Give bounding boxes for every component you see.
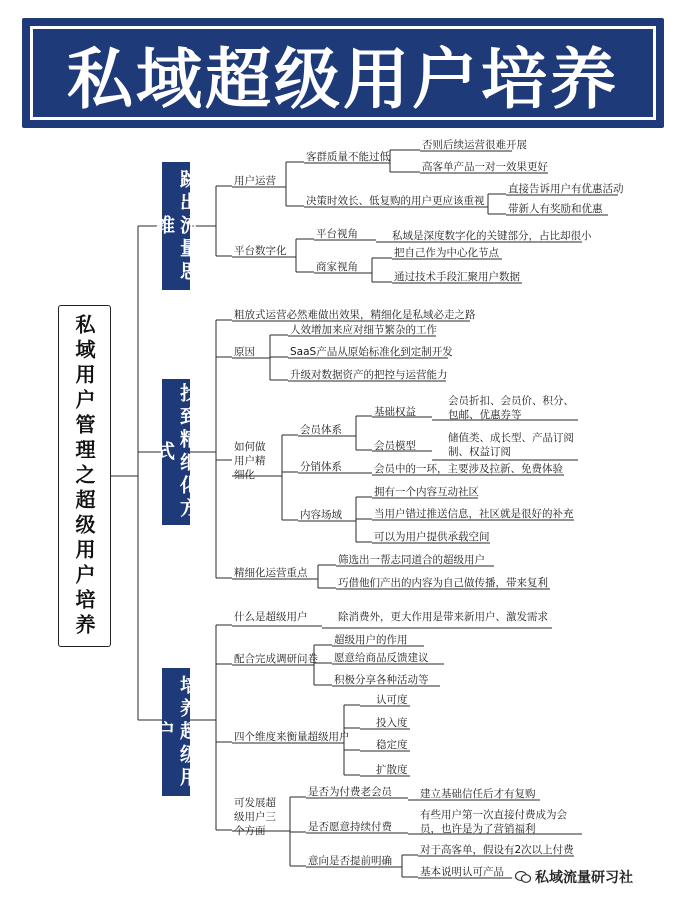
- leaf-content-2: 当用户错过推送信息，社区就是很好的补充: [374, 508, 574, 520]
- leaf-basic-rights: 会员折扣、会员价、积分、包邮、优惠券等: [448, 395, 574, 421]
- leaf-intent-1: 对于高客单，假设有2次以上付费: [420, 844, 574, 856]
- leaf-reason-2: SaaS产品从原始标准化到定制开发: [290, 346, 453, 358]
- wechat-icon: [515, 871, 531, 883]
- leaf-quality-2: 高客单产品一对一效果更好: [422, 161, 548, 173]
- leaf-dimension-recognition: 认可度: [376, 694, 408, 706]
- leaf-continue-pay: 有些用户第一次直接付费成为会员，也许是为了营销福利: [420, 809, 567, 835]
- leaf-dimension-stability: 稳定度: [376, 739, 408, 751]
- leaf-platform-view: 私域是深度数字化的关键部分，占比却很小: [392, 230, 592, 242]
- leaf-reason-1: 人效增加来应对细节繁杂的工作: [290, 324, 437, 336]
- root-node-label: 私域用户管理之超级用户培养: [72, 313, 96, 639]
- branch-node-cultivate-super-users: 培养超级用户: [162, 668, 190, 796]
- node-distribution: 分销体系: [300, 461, 342, 473]
- leaf-distribution: 会员中的一环，主要涉及拉新、免费体验: [374, 463, 563, 475]
- node-continue-pay: 是否愿意持续付费: [308, 821, 392, 833]
- leaf-survey-1: 超级用户的作用: [334, 634, 408, 646]
- node-paid-member: 是否为付费老会员: [308, 786, 392, 798]
- watermark: [512, 866, 636, 888]
- leaf-quality-1: 否则后续运营很难开展: [422, 139, 527, 151]
- node-platform-digital: 平台数字化: [234, 245, 287, 257]
- watermark-text: 私域流量研习社: [535, 870, 633, 886]
- leaf-decision-1: 直接告诉用户有优惠活动: [508, 183, 624, 195]
- node-basic-rights: 基础权益: [374, 406, 416, 418]
- leaf-survey-2: 愿意给商品反馈建议: [334, 652, 429, 664]
- leaf-member-model: 储值类、成长型、产品订阅制、权益订阅: [448, 432, 574, 458]
- leaf-dimension-spread: 扩散度: [376, 764, 408, 776]
- node-platform-view: 平台视角: [316, 228, 358, 240]
- branch-node-traffic-thinking: 跳出流量思维: [162, 162, 190, 290]
- leaf-what-super-user: 除消费外，更大作用是带来新用户、激发需求: [338, 611, 548, 623]
- root-node: [58, 305, 111, 647]
- node-decision-cycle: 决策时效长、低复购的用户更应该重视: [306, 195, 485, 207]
- leaf-decision-2: 带新人有奖励和优惠: [508, 203, 603, 215]
- leaf-content-1: 拥有一个内容互动社区: [374, 486, 479, 498]
- leaf-reason-3: 升级对数据资产的把控与运营能力: [290, 369, 448, 381]
- node-three-aspects: 可发展超级用户三个方面: [234, 797, 276, 837]
- leaf-merchant-1: 把自己作为中心化节点: [394, 247, 499, 259]
- node-customer-quality: 客群质量不能过低: [306, 151, 390, 163]
- leaf-paid-member: 建立基础信任后才有复购: [420, 788, 536, 800]
- node-key-points: 精细化运营重点: [234, 567, 308, 579]
- node-merchant-view: 商家视角: [316, 261, 358, 273]
- branch-node-refined-method: 找到精细化方式: [162, 379, 190, 525]
- node-membership: 会员体系: [300, 424, 342, 436]
- leaf-key-2: 巧借他们产出的内容为自己做传播，带来复利: [338, 577, 548, 589]
- leaf-merchant-2: 通过技术手段汇聚用户数据: [394, 271, 520, 283]
- title-banner: [22, 18, 664, 128]
- leaf-survey-3: 积极分享各种活动等: [334, 674, 429, 686]
- leaf-intent-2: 基本说明认可产品: [420, 866, 504, 878]
- node-what-super-user: 什么是超级用户: [234, 611, 308, 623]
- leaf-key-1: 筛选出一帮志同道合的超级用户: [338, 554, 485, 566]
- leaf-dimension-investment: 投入度: [376, 717, 408, 729]
- node-user-ops: 用户运营: [234, 175, 276, 187]
- node-extensive-ops: 粗放式运营必然难做出效果，精细化是私域必走之路: [234, 309, 476, 321]
- leaf-content-3: 可以为用户提供承载空间: [374, 531, 490, 543]
- node-survey: 配合完成调研问卷: [234, 653, 318, 665]
- page-title: 私域超级用户培养: [67, 40, 619, 118]
- node-content-field: 内容场域: [300, 509, 342, 521]
- title-frame: [30, 26, 656, 120]
- node-reason: 原因: [234, 346, 255, 358]
- node-four-dimensions: 四个维度来衡量超级用户: [234, 731, 350, 743]
- node-intent-clear: 意向是否提前明确: [308, 855, 392, 867]
- node-member-model: 会员模型: [374, 440, 416, 452]
- node-how-refine: 如何做用户精细化: [234, 441, 266, 481]
